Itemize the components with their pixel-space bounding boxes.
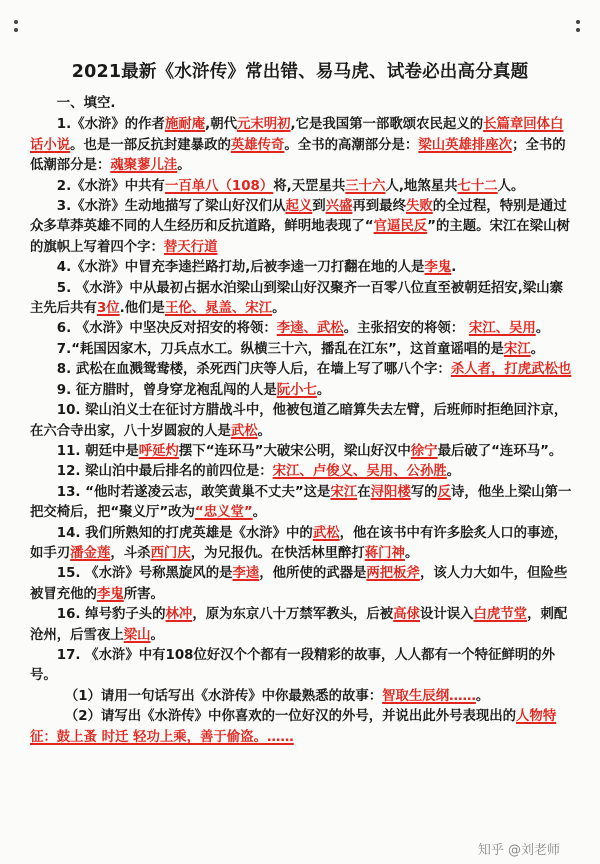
question-text: ”的主题。宋江在梁山树的旗帜上写着四个字： bbox=[30, 219, 570, 255]
question-text: 。 bbox=[530, 341, 545, 357]
question-text: ，他所使的武器是 bbox=[259, 566, 367, 582]
question-item bbox=[30, 258, 576, 278]
question-text: ，刺配沧州，后雪夜上 bbox=[30, 607, 568, 643]
question-text: 9. 征方腊时，曾身穿龙袍乱闯的人是 bbox=[56, 382, 277, 398]
question-text: 。 bbox=[316, 382, 331, 398]
answer-text: 王伦、晁盖、宋江 bbox=[164, 301, 273, 317]
question-item bbox=[30, 564, 576, 605]
answer-text: 阮小七 bbox=[276, 382, 317, 398]
question-item bbox=[30, 279, 576, 320]
answer-text: 蒋门神 bbox=[364, 545, 405, 561]
question-text: 。也是一部反抗封建暴政的 bbox=[70, 137, 231, 153]
question-text: 10. 梁山泊义士在征讨方腊战斗中，他被包道乙暗算失去左臂，后班师时拒绝回汴京，在六合寺出家，八十岁圆寂的人是 bbox=[30, 403, 568, 439]
question-text: ，该人力大如牛，但险些被冒充他的 bbox=[30, 566, 568, 602]
question-text: ,朝代 bbox=[205, 117, 237, 133]
question-text: 8. 武松在血溅鸳鸯楼，杀死西门庆等人后，在墙上写了哪八个字： bbox=[56, 362, 451, 378]
answer-text: 失败 bbox=[405, 199, 433, 215]
question-item bbox=[30, 319, 576, 339]
question-text: 2.《水浒》中共有 bbox=[56, 178, 165, 194]
answer-text: “忠义堂” bbox=[194, 505, 253, 521]
answer-text: 呼延灼 bbox=[138, 443, 179, 459]
answer-text: 李鬼 bbox=[96, 586, 124, 602]
answer-text: 西门庆 bbox=[150, 545, 191, 561]
question-text: 5. 《水浒》中从最初占据水泊梁山到梁山好汉聚齐一百零八位直至被朝廷招安,梁山寨主先后共有 bbox=[30, 280, 564, 317]
question-text: 6. 《水浒》中坚决反对招安的将领： bbox=[56, 321, 277, 337]
answer-text: 高俅 bbox=[393, 607, 420, 623]
question-text: 人。 bbox=[497, 178, 525, 194]
question-text: 3.《水浒》生动地描写了梁山好汉们从 bbox=[56, 199, 286, 215]
answer-text: 魂聚蓼儿洼 bbox=[110, 158, 178, 174]
answer-text: 3位 bbox=[96, 301, 120, 317]
question-text: ，原为东京八十万禁军教头，后被 bbox=[192, 607, 394, 623]
question-text: ，为兄报仇。在快活林里醉打 bbox=[190, 545, 365, 561]
question-text: 。全书的高潮部分是： bbox=[284, 137, 419, 153]
question-text: 将,天罡星共 bbox=[273, 178, 346, 194]
answer-text: 宋江、吴用 bbox=[468, 321, 536, 337]
answer-text: 长篇章回体白话小说 bbox=[30, 117, 564, 153]
question-text: 。 bbox=[535, 321, 550, 337]
question-text: 12. 梁山泊中最后排名的前四位是： bbox=[56, 464, 273, 480]
question-item bbox=[30, 115, 576, 176]
question-item bbox=[30, 177, 576, 197]
question-item bbox=[30, 524, 576, 565]
answer-text: 林冲 bbox=[165, 607, 193, 623]
question-text: ；全书的低潮部分是： bbox=[30, 137, 566, 174]
question-item bbox=[30, 340, 576, 360]
question-text: 。 bbox=[177, 158, 191, 174]
answer-text: 元末明初 bbox=[236, 117, 291, 133]
question-text: 一、填空. bbox=[56, 96, 116, 111]
question-text: 。 bbox=[252, 505, 267, 521]
question-text: （1）请用一句话写出《水浒传》中你最熟悉的故事： bbox=[64, 688, 383, 704]
question-text: ，他在该书中有许多脍炙人口的事迹，如手刃 bbox=[30, 525, 568, 561]
question-text: 。 bbox=[475, 688, 490, 704]
question-text: （2）请写出《水浒传》中你喜欢的一位好汉的外号，并说出此外号表现出的 bbox=[64, 709, 517, 725]
answer-text: 英雄传奇 bbox=[230, 137, 285, 153]
question-text: .他们是 bbox=[119, 301, 165, 317]
answer-text: 施耐庵 bbox=[164, 117, 206, 133]
question-text: 15. 《水浒》号称黑旋风的是 bbox=[56, 566, 233, 582]
question-item bbox=[30, 381, 576, 401]
question-item bbox=[30, 360, 576, 380]
section-heading bbox=[30, 94, 576, 114]
answer-text: 起义 bbox=[285, 199, 313, 215]
answer-text: 白虎节堂 bbox=[473, 607, 528, 623]
answer-text: 徐宁 bbox=[410, 443, 438, 459]
answer-text: 梁山英雄排座次 bbox=[418, 137, 513, 153]
question-text: 7.“耗国因家木，刀兵点水工。纵横三十六，播乱在江东”，这首童谣唱的是 bbox=[56, 341, 504, 357]
question-item bbox=[30, 687, 576, 707]
answer-text: 兴盛 bbox=[325, 199, 353, 215]
answer-text: 杀人者，打虎武松也 bbox=[450, 362, 572, 378]
question-text: ，斗杀 bbox=[110, 545, 151, 561]
question-text: 。 bbox=[257, 423, 272, 439]
answer-text: 智取生辰纲…… bbox=[382, 688, 476, 704]
answer-text: 武松 bbox=[230, 423, 258, 439]
answer-text: 两把板斧 bbox=[366, 566, 420, 582]
question-item bbox=[30, 605, 576, 646]
question-text: 。 bbox=[404, 545, 419, 561]
answer-text: 浔阳楼 bbox=[370, 484, 411, 500]
binder-hole-mark-left bbox=[14, 20, 26, 34]
answer-text: 宋江、卢俊义、吴用、公孙胜 bbox=[272, 464, 447, 480]
question-text: . bbox=[451, 260, 457, 276]
answer-text: 武松 bbox=[312, 525, 340, 541]
question-text: 。主张招安的将领： bbox=[343, 321, 469, 337]
question-text: 。 bbox=[150, 627, 164, 643]
answer-text: 李逵 bbox=[232, 566, 260, 582]
question-text: 13. “他时若遂凌云志，敢笑黄巢不丈夫”这是 bbox=[56, 484, 331, 500]
question-item bbox=[30, 401, 576, 442]
question-item bbox=[30, 442, 576, 462]
question-text: 写的 bbox=[410, 484, 438, 500]
answer-text: 一百单八（108） bbox=[164, 178, 274, 194]
binder-hole-mark-right bbox=[576, 20, 588, 34]
question-text: 到 bbox=[312, 199, 326, 215]
answer-text: 梁山 bbox=[123, 627, 151, 643]
question-item bbox=[30, 462, 576, 482]
question-text: 16. 绰号豹子头的 bbox=[56, 607, 166, 623]
question-text: 1.《水浒》的作者 bbox=[56, 117, 165, 133]
question-item bbox=[30, 707, 576, 748]
question-text: 再到最终 bbox=[352, 199, 406, 215]
question-text: 最后破了“连环马”。 bbox=[437, 443, 563, 459]
question-text: 设计误入 bbox=[419, 607, 474, 623]
question-item bbox=[30, 646, 576, 687]
question-item bbox=[30, 197, 576, 258]
question-text: 摆下“连环马”大破宋公明，梁山好汉中 bbox=[178, 443, 411, 459]
question-text: 17. 《水浒》中有108位好汉个个都有一段精彩的故事，人人都有一个特征鲜明的外号。 bbox=[30, 647, 556, 684]
question-text: 诗，他坐上梁山第一把交椅后，把“聚义厅”改为 bbox=[30, 484, 572, 521]
question-text: 在 bbox=[357, 484, 371, 500]
question-text: 人,地煞星共 bbox=[385, 178, 458, 194]
page-title: 2021最新《水浒传》常出错、易马虎、试卷必出高分真题 bbox=[71, 62, 529, 82]
question-text: 的全过程，特别是通过众多草莽英雄不同的人生经历和反抗道路，鲜明地表现了“ bbox=[30, 199, 567, 235]
answer-text: 七十二 bbox=[457, 178, 498, 194]
answer-text: 替天行道 bbox=[163, 239, 218, 255]
answer-text: 官逼民反 bbox=[373, 219, 428, 235]
question-text: 所害。 bbox=[123, 586, 164, 602]
question-text: 14. 我们所熟知的打虎英雄是《水浒》中的 bbox=[56, 525, 313, 541]
watermark: 知乎 @刘老师 bbox=[477, 843, 560, 858]
answer-text: 三十六 bbox=[345, 178, 386, 194]
question-item bbox=[30, 483, 576, 524]
question-list bbox=[30, 94, 576, 748]
answer-text: 反 bbox=[437, 484, 451, 500]
question-text: 11. 朝廷中是 bbox=[56, 443, 139, 459]
question-text: ,它是我国第一部歌颂农民起义的 bbox=[290, 117, 484, 133]
question-text: 4.《水浒》中冒充李逵拦路打劫,后被李逵一刀打翻在地的人是 bbox=[56, 260, 425, 276]
answer-text: 李鬼 bbox=[424, 260, 452, 276]
question-text: 。 bbox=[272, 301, 286, 317]
answer-text: 人物特征：鼓上蚤 时迁 轻功上乘，善于偷盗。…… bbox=[30, 709, 557, 745]
answer-text: 宋江 bbox=[503, 341, 531, 357]
answer-text: 潘金莲 bbox=[70, 545, 111, 561]
answer-text: 宋江 bbox=[330, 484, 358, 500]
answer-text: 李逵、武松 bbox=[276, 321, 344, 337]
question-text: 。 bbox=[446, 464, 461, 480]
